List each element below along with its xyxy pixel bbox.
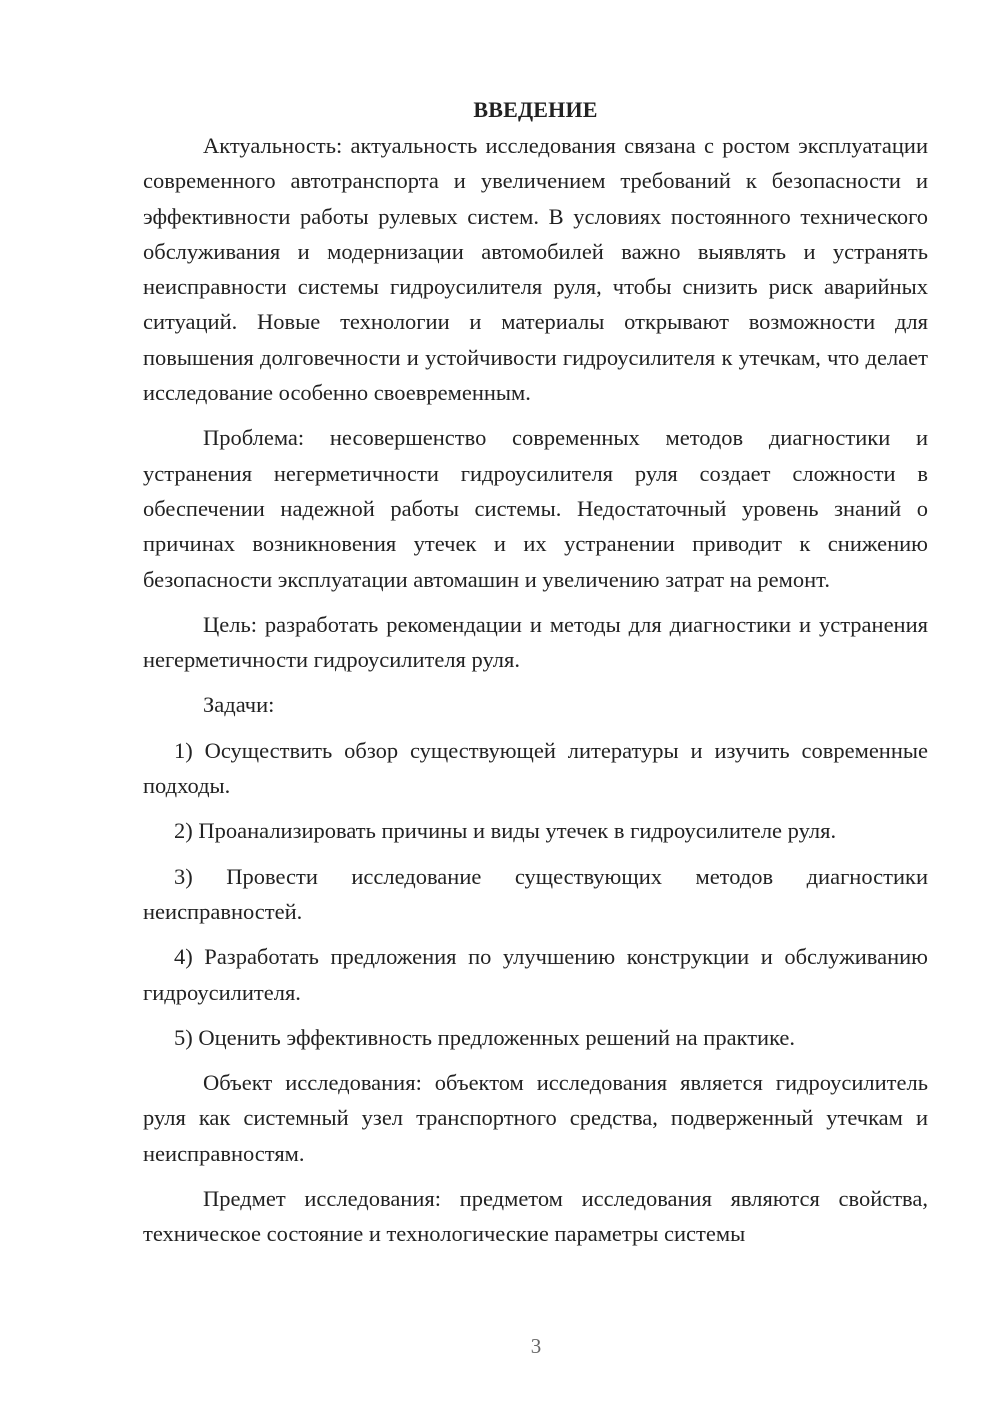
section-heading: ВВЕДЕНИЕ	[473, 97, 598, 122]
paragraph-relevance: Актуальность: актуальность исследования связана с ростом эксплуатации современного автотранспорта и увеличением требований к безопасности и эффективности работы рулевых систем. В условиях постоянного технического обслуживания и модернизации автомобилей важно выявлять и устранять неисправности системы гидроусилителя руля, чтобы снизить риск аварийных ситуаций. Новые технологии и материалы открывают возможности для повышения долговечности и устойчивости гидроусилителя к утечкам, что делает исследование особенно своевременным.	[143, 133, 928, 406]
task-item-4: 4) Разработать предложения по улучшению конструкции и обслуживанию гидроусилителя.	[143, 944, 928, 1005]
page-number: 3	[530, 1334, 542, 1358]
task-item-3: 3) Провести исследование существующих методов диагностики неисправностей.	[143, 863, 928, 924]
task-item-1: 1) Осуществить обзор существующей литературы и изучить современные подходы.	[143, 737, 928, 799]
task-item-2: 2) Проанализировать причины и виды утечек в гидроусилителе руля.	[174, 818, 837, 844]
page-content	[143, 92, 928, 1252]
paragraph-subject: Предмет исследования: предметом исследования являются свойства, техническое состояние и технологические параметры системы	[143, 1186, 928, 1247]
paragraph-tasks-label: Задачи:	[203, 692, 275, 718]
paragraph-problem: Проблема: несовершенство современных методов диагностики и устранения негерметичности гидроусилителя руля создает сложности в обеспечении надежной работы системы. Недостаточный уровень знаний о причинах возникновения утечек и их устранении приводит к снижению безопасности эксплуатации автомашин и увеличению затрат на ремонт.	[143, 425, 928, 592]
paragraph-object: Объект исследования: объектом исследования является гидроусилитель руля как системный узел транспортного средства, подверженный утечкам и неисправностям.	[143, 1070, 928, 1166]
paragraph-goal: Цель: разработать рекомендации и методы для диагностики и устранения негерметичности гидроусилителя руля.	[143, 611, 928, 673]
task-item-5: 5) Оценить эффективность предложенных решений на практике.	[174, 1024, 796, 1050]
